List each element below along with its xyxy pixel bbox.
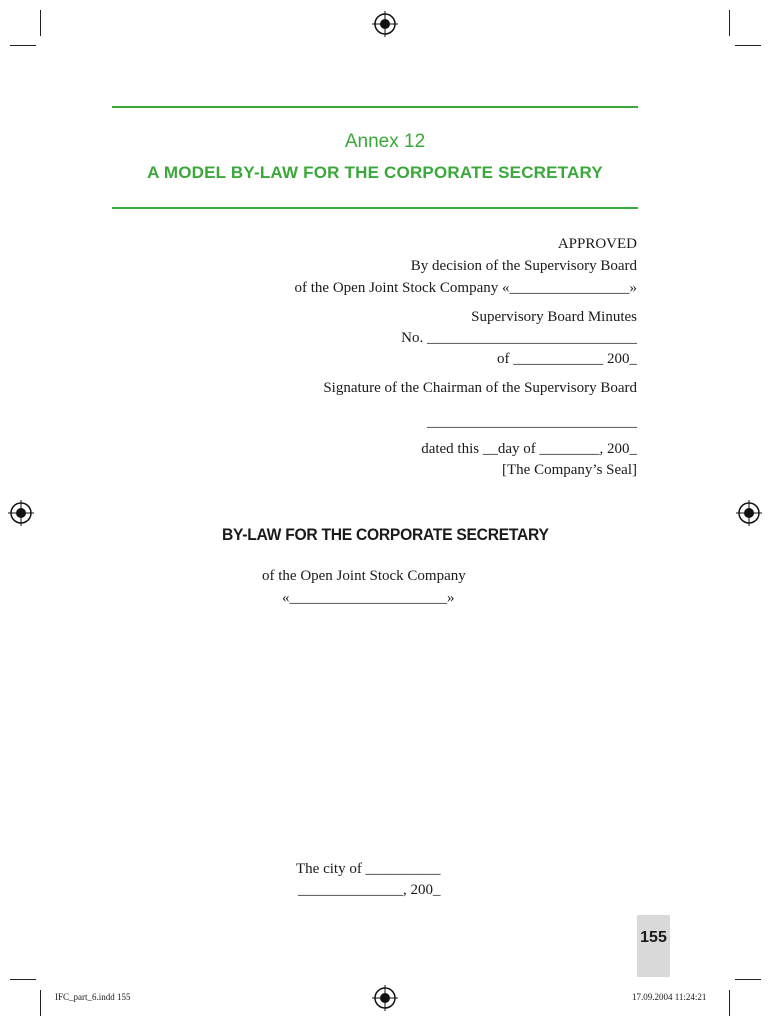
registration-mark-icon xyxy=(372,11,398,37)
crop-mark xyxy=(40,10,41,36)
dated-line: dated this __day of ________, 200_ xyxy=(421,441,637,457)
registration-mark-icon xyxy=(372,985,398,1011)
crop-mark xyxy=(10,979,36,980)
by-decision-line: By decision of the Supervisory Board xyxy=(410,258,637,274)
company-line: of the Open Joint Stock Company «________________» xyxy=(294,280,637,296)
signature-label: Signature of the Chairman of the Supervisory Board xyxy=(323,380,637,396)
crop-mark xyxy=(40,990,41,1016)
crop-mark xyxy=(735,979,761,980)
seal-label: [The Company’s Seal] xyxy=(502,462,637,478)
crop-mark xyxy=(729,990,730,1016)
approved-label: APPROVED xyxy=(557,236,637,252)
registration-mark-icon xyxy=(736,500,762,526)
minutes-date-line: of ____________ 200_ xyxy=(497,351,637,367)
city-line: The city of __________ xyxy=(296,861,441,877)
crop-mark xyxy=(10,45,36,46)
minutes-number-line: No. ____________________________ xyxy=(401,330,637,346)
annex-label: Annex 12 xyxy=(344,131,426,152)
slug-file: IFC_part_6.indd 155 xyxy=(55,992,131,1002)
model-title: A MODEL BY-LAW FOR THE CORPORATE SECRETARY xyxy=(147,163,603,182)
bylaw-company-line: of the Open Joint Stock Company xyxy=(262,568,466,584)
signature-line: ____________________________ xyxy=(427,414,637,430)
city-date-line: ______________, 200_ xyxy=(298,882,441,898)
crop-mark xyxy=(729,10,730,36)
minutes-line: Supervisory Board Minutes xyxy=(471,309,637,325)
header-top-rule xyxy=(112,106,638,108)
registration-mark-icon xyxy=(8,500,34,526)
page-number: 155 xyxy=(640,929,667,946)
crop-mark xyxy=(735,45,761,46)
slug-timestamp: 17.09.2004 11:24:21 xyxy=(632,992,707,1002)
bylaw-company-name: «_____________________» xyxy=(282,590,455,606)
header-bottom-rule xyxy=(112,207,638,209)
bylaw-title: BY-LAW FOR THE CORPORATE SECRETARY xyxy=(222,525,549,544)
